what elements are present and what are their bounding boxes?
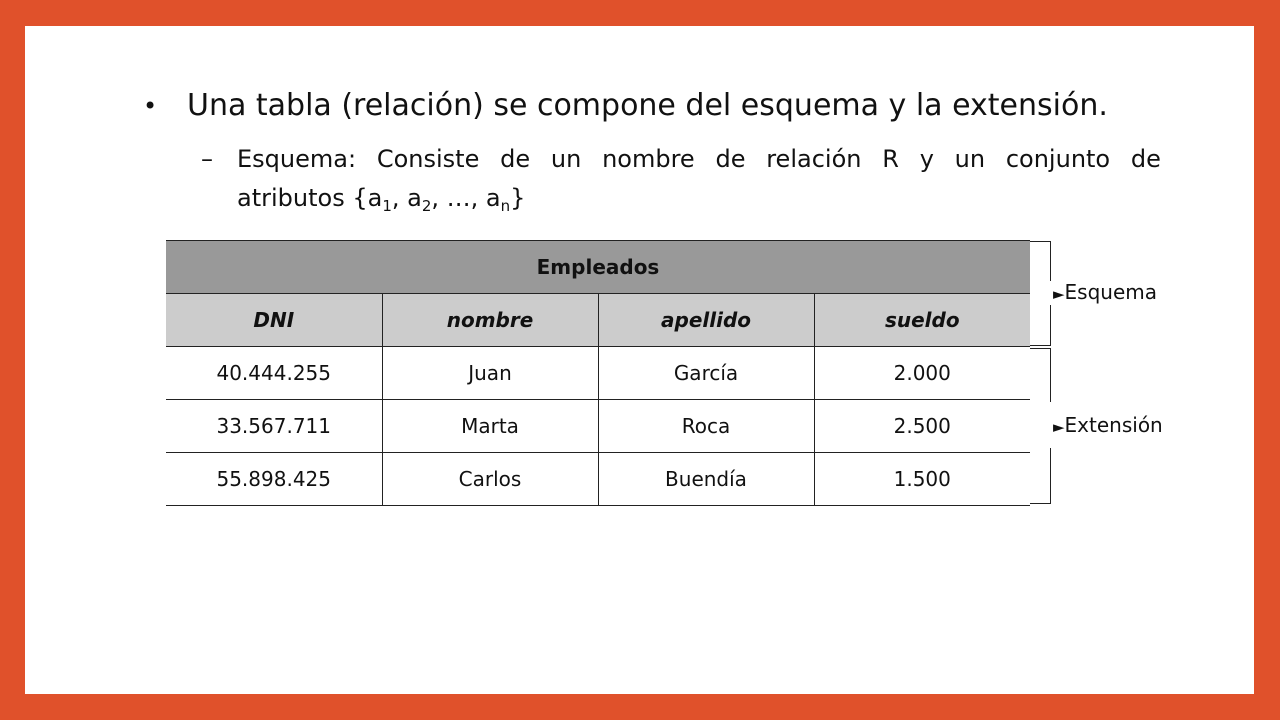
word: de — [1130, 145, 1161, 173]
bullet-marker: • — [143, 92, 158, 120]
schema-label-text: Esquema — [1064, 280, 1158, 304]
extension-label-text: Extensión — [1064, 413, 1163, 437]
table-cell: Buendía — [598, 453, 814, 506]
arrow-right-icon: ► — [1053, 285, 1065, 303]
table-cell: Roca — [598, 400, 814, 453]
table-cell: 2.000 — [814, 347, 1030, 400]
sub-bullet-line-2 — [237, 179, 1161, 218]
table-cell: 55.898.425 — [166, 453, 382, 506]
word: un — [550, 145, 582, 173]
table-cell: 33.567.711 — [166, 400, 382, 453]
schema-label — [1053, 280, 1157, 304]
word: nombre — [602, 145, 695, 173]
table-title: Empleados — [166, 241, 1030, 294]
word: de — [715, 145, 746, 173]
empleados-table — [166, 240, 1030, 506]
word: R — [882, 145, 899, 173]
table-cell: Marta — [382, 400, 598, 453]
sub-bullet-text — [237, 140, 1161, 218]
word: un — [954, 145, 986, 173]
word: conjunto — [1005, 145, 1111, 173]
table-cell: 1.500 — [814, 453, 1030, 506]
sub-bullet-marker: – — [201, 145, 213, 173]
arrow-right-icon: ► — [1053, 418, 1065, 436]
extension-label — [1053, 413, 1163, 437]
column-header: DNI — [166, 294, 382, 347]
table-title-row — [166, 241, 1030, 294]
extension-bracket — [1030, 348, 1051, 504]
word: de — [500, 145, 531, 173]
attr-prefix: atributos {a — [237, 184, 383, 212]
column-header: sueldo — [814, 294, 1030, 347]
sub-bullet-line-1 — [237, 140, 1161, 179]
table-cell: 40.444.255 — [166, 347, 382, 400]
table-cell: Carlos — [382, 453, 598, 506]
table-cell: Juan — [382, 347, 598, 400]
schema-bracket — [1030, 241, 1051, 346]
column-header: apellido — [598, 294, 814, 347]
table-cell: García — [598, 347, 814, 400]
main-bullet-text: Una tabla (relación) se compone del esquema y la extensión. — [187, 88, 1108, 123]
column-header: nombre — [382, 294, 598, 347]
table-header-row — [166, 294, 1030, 347]
table-row — [166, 453, 1030, 506]
word: relación — [766, 145, 862, 173]
attr-separator: , a — [391, 184, 422, 212]
subscript: 1 — [382, 197, 392, 215]
word: y — [919, 145, 934, 173]
word: Esquema: — [237, 145, 357, 173]
attr-separator: , …, a — [431, 184, 501, 212]
table-row — [166, 347, 1030, 400]
word: Consiste — [376, 145, 480, 173]
subscript: 2 — [421, 197, 432, 215]
table-row — [166, 400, 1030, 453]
subscript: n — [500, 197, 511, 215]
attr-suffix: } — [510, 184, 526, 212]
table-cell: 2.500 — [814, 400, 1030, 453]
slide — [25, 26, 1254, 694]
